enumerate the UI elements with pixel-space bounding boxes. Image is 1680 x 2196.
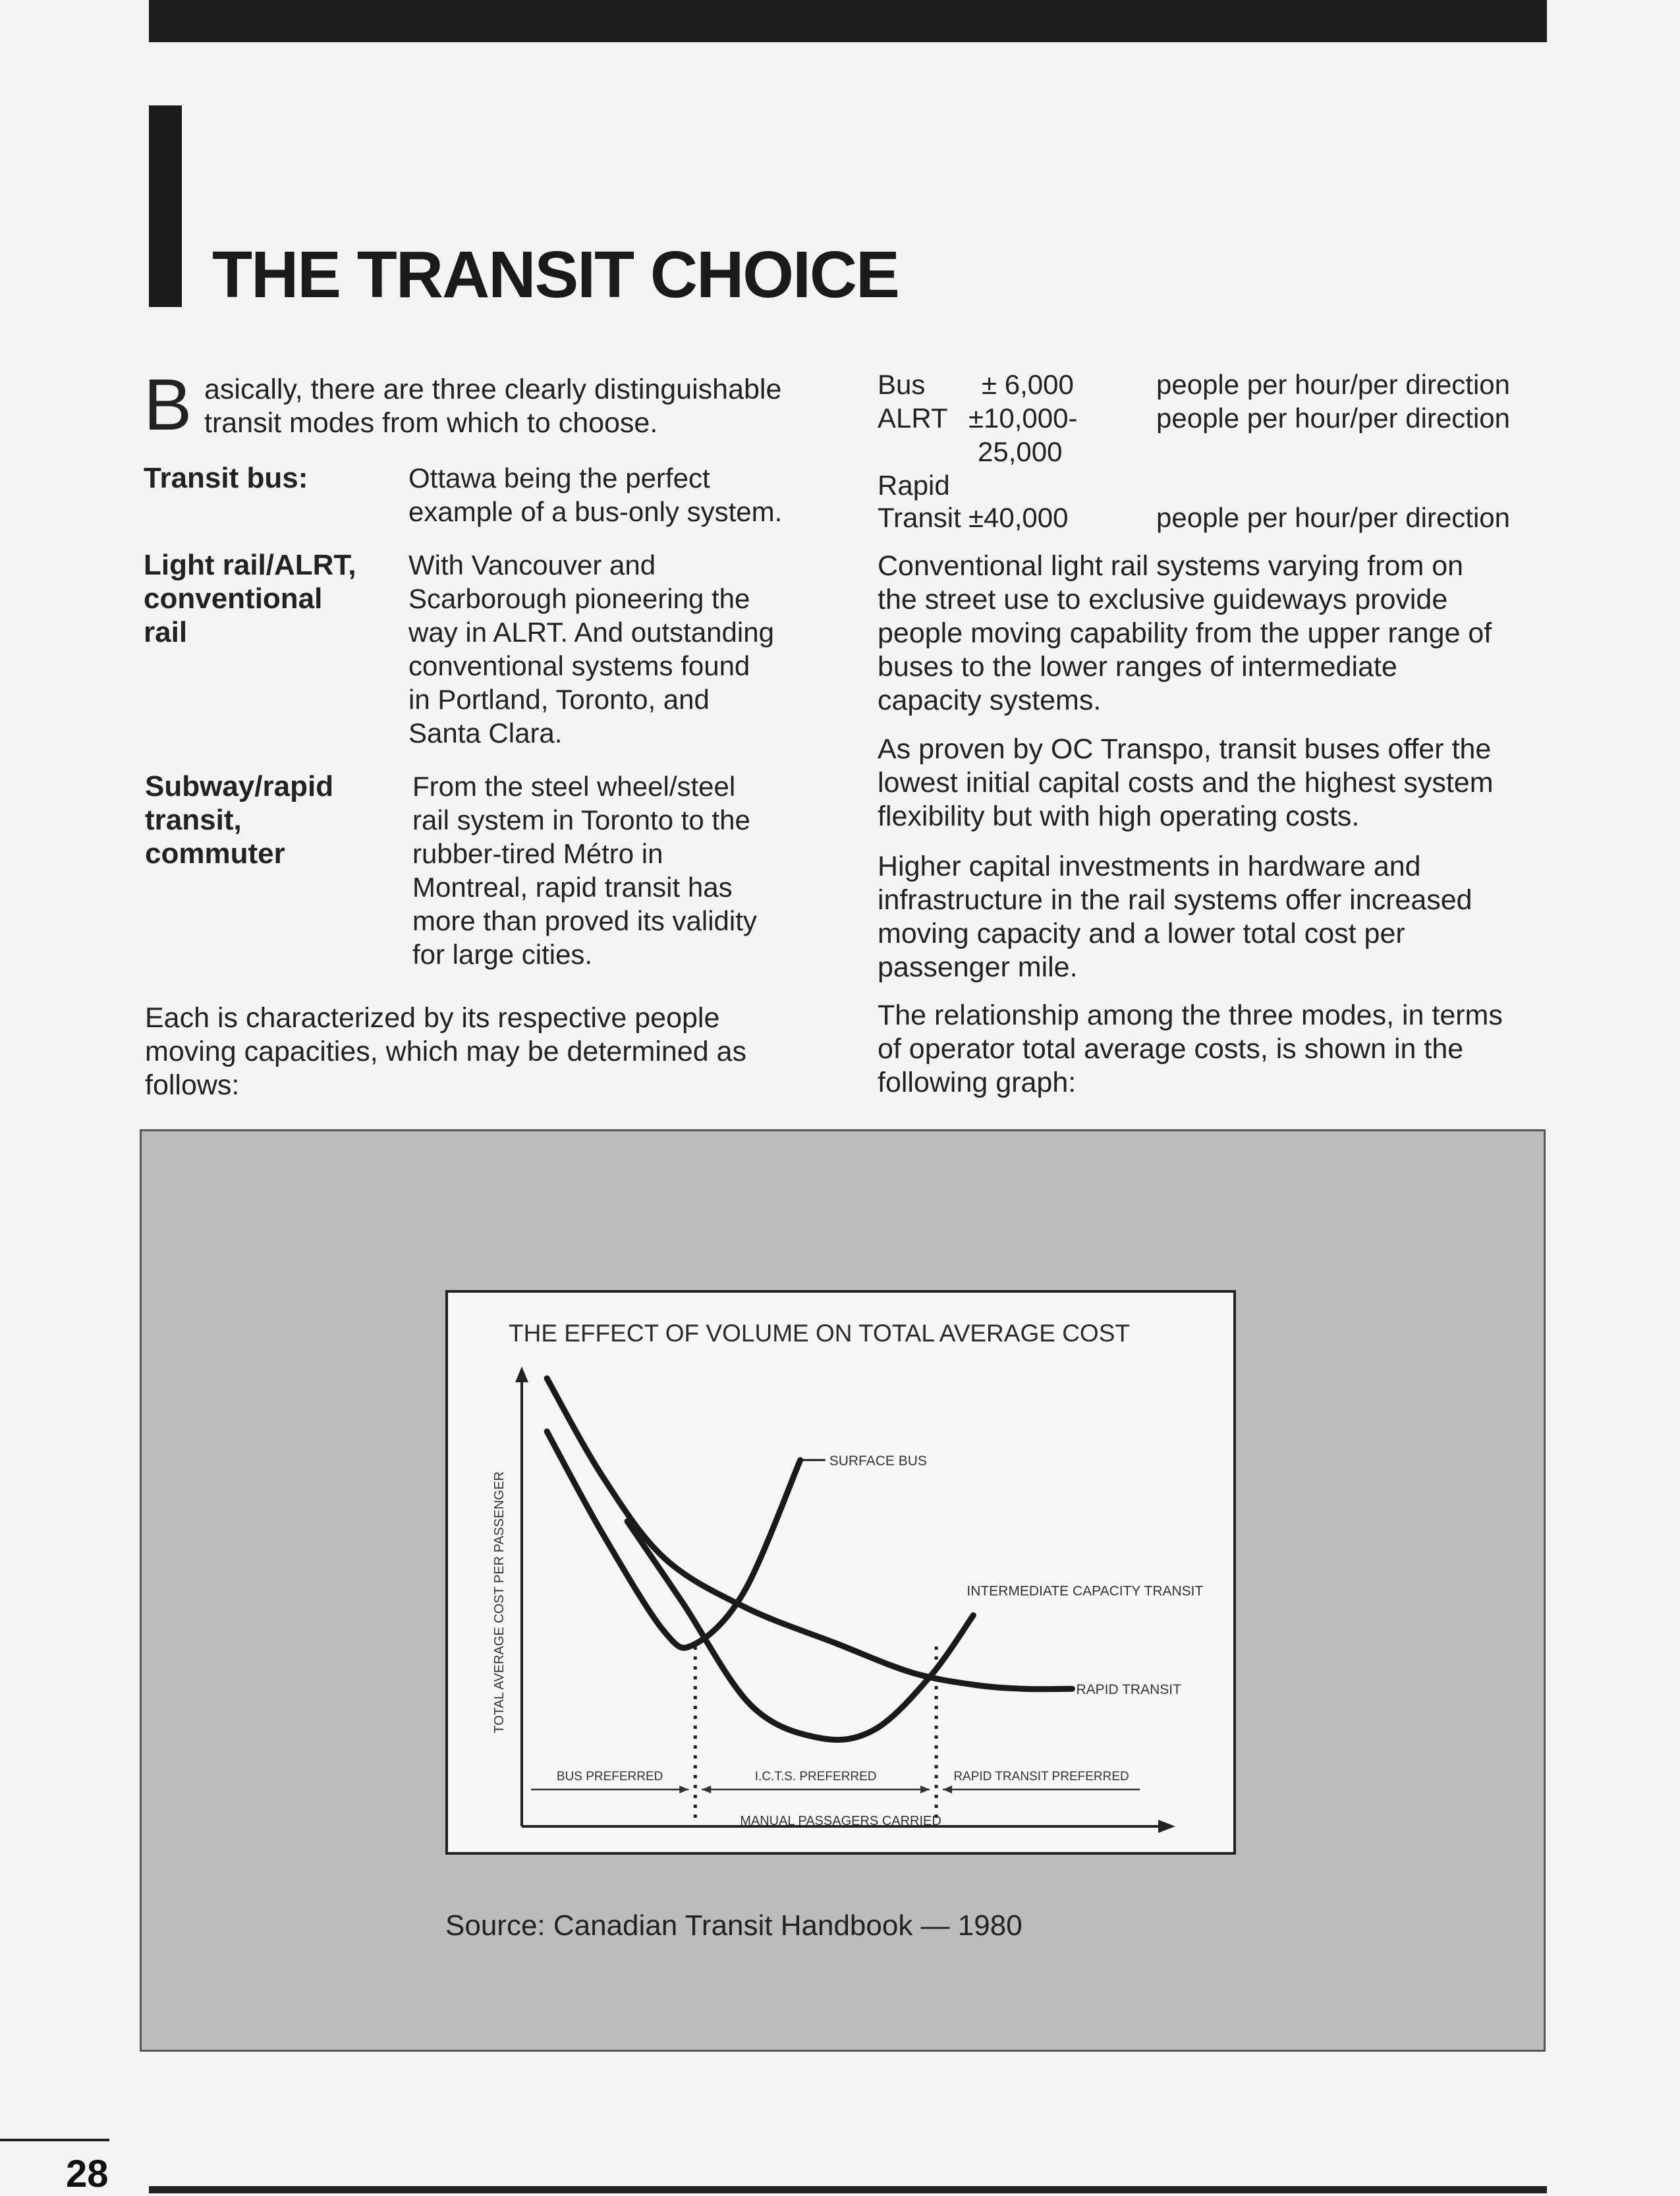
footer-rule: [0, 2139, 109, 2141]
text-line: buses to the lower ranges of intermediate: [878, 651, 1397, 683]
series-line: [547, 1378, 1072, 1689]
desc-line: for large cities.: [412, 939, 593, 970]
capacity-value-alrt: ±10,000-: [968, 403, 1078, 434]
text-line: passenger mile.: [878, 951, 1078, 983]
desc-line: more than proved its validity: [412, 905, 757, 936]
region-arrow-left: [702, 1786, 711, 1793]
text-line: As proven by OC Transpo, transit buses offer the: [878, 733, 1492, 765]
paragraph-capital-investment: [878, 850, 1622, 984]
region-label: I.C.T.S. PREFERRED: [754, 1770, 877, 1784]
term-line: Subway/rapid: [145, 770, 334, 802]
desc-line: way in ALRT. And outstanding: [408, 617, 774, 648]
chart-title: THE EFFECT OF VOLUME ON TOTAL AVERAGE COST: [509, 1320, 1130, 1347]
capacity-unit-bus: people per hour/per direction: [1156, 369, 1511, 400]
term-line: conventional: [144, 582, 323, 615]
x-axis-arrowhead: [1158, 1820, 1175, 1833]
text-line: capacity systems.: [878, 685, 1102, 716]
text-line: moving capacities, which may be determined as: [145, 1036, 746, 1067]
bottom-rule: [149, 2186, 1547, 2193]
text-line: following graph:: [878, 1067, 1077, 1098]
desc-line: With Vancouver and: [408, 549, 656, 580]
region-arrow-left: [943, 1786, 952, 1793]
mode-term-transit-bus: [144, 461, 308, 495]
text-line: The relationship among the three modes, in terms: [878, 999, 1503, 1031]
term-line: Light rail/ALRT,: [144, 549, 356, 581]
capacity-mode-bus: Bus: [878, 369, 926, 400]
desc-line: Santa Clara.: [408, 718, 563, 748]
intro-line-1: asically, there are three clearly distinguishable: [204, 374, 782, 405]
capacity-value-bus: ± 6,000: [982, 369, 1074, 400]
text-line: people moving capability from the upper range of: [878, 617, 1492, 649]
series-label: RAPID TRANSIT: [1076, 1682, 1181, 1698]
mode-desc-transit-bus: [408, 461, 782, 528]
term-line: Transit bus:: [144, 462, 308, 494]
desc-line: Scarborough pioneering the: [408, 583, 750, 614]
chart-x-axis-label: MANUAL PASSAGERS CARRIED: [740, 1814, 941, 1828]
capacity-mode-rapid-2: Transit: [878, 502, 961, 533]
text-line: infrastructure in the rail systems offer increased: [878, 884, 1472, 916]
capacity-mode-alrt: ALRT: [878, 403, 948, 434]
desc-line: rail system in Toronto to the: [412, 804, 750, 835]
page-title: THE TRANSIT CHOICE: [212, 238, 899, 312]
desc-line: Ottawa being the perfect: [408, 463, 710, 493]
capacity-value-rapid: ±40,000: [968, 502, 1069, 533]
mode-term-light-rail: [144, 548, 356, 649]
text-line: Higher capital investments in hardware and: [878, 851, 1421, 882]
region-label: BUS PREFERRED: [556, 1770, 663, 1784]
chart-frame: [445, 1290, 1236, 1855]
chart-regions: [531, 1647, 1140, 1824]
capacity-value-alrt-upper: 25,000: [978, 436, 1063, 467]
capacity-unit-alrt: people per hour/per direction: [1156, 403, 1511, 434]
region-label: RAPID TRANSIT PREFERRED: [953, 1770, 1129, 1784]
region-arrow-right: [920, 1786, 930, 1793]
term-line: commuter: [145, 837, 285, 870]
text-line: Conventional light rail systems varying from on: [878, 550, 1464, 582]
characterized-paragraph: [145, 1001, 746, 1102]
cost-volume-chart: [448, 1293, 1233, 1852]
desc-line: conventional systems found: [408, 650, 750, 681]
series-label: SURFACE BUS: [829, 1453, 927, 1469]
desc-line: rubber-tired Métro in: [412, 838, 663, 869]
intro-line-2: transit modes from which to choose.: [204, 407, 658, 439]
paragraph-oc-transpo: [878, 733, 1622, 833]
mode-term-subway: [145, 770, 333, 870]
term-line: rail: [144, 616, 188, 648]
chart-series: [547, 1378, 1203, 1740]
chart-y-axis-label: TOTAL AVERAGE COST PER PASSENGER: [492, 1471, 507, 1733]
paragraph-relationship: [878, 999, 1622, 1100]
region-arrow-right: [679, 1786, 688, 1793]
text-line: Each is characterized by its respective people: [145, 1002, 720, 1034]
desc-line: From the steel wheel/steel: [412, 771, 736, 802]
y-axis-arrowhead: [515, 1366, 528, 1382]
chart-axes: [515, 1366, 1175, 1833]
series-label: INTERMEDIATE CAPACITY TRANSIT: [966, 1583, 1204, 1599]
text-line: flexibility but with high operating costs.: [878, 801, 1360, 832]
figure-source: Source: Canadian Transit Handbook — 1980: [445, 1909, 1022, 1942]
paragraph-conventional-rail: [878, 549, 1622, 718]
top-rule: [149, 0, 1547, 42]
mode-desc-subway: [412, 770, 757, 971]
text-line: of operator total average costs, is shown in the: [878, 1033, 1464, 1065]
desc-line: Montreal, rapid transit has: [412, 872, 733, 903]
text-line: moving capacity and a lower total cost per: [878, 918, 1405, 949]
page-number: 28: [66, 2153, 109, 2195]
title-accent-bar: [149, 105, 182, 307]
text-line: follows:: [145, 1069, 240, 1101]
mode-desc-light-rail: [408, 548, 774, 750]
term-line: transit,: [145, 804, 242, 836]
text-line: lowest initial capital costs and the highest system: [878, 767, 1494, 799]
text-line: the street use to exclusive guideways provide: [878, 584, 1448, 615]
desc-line: in Portland, Toronto, and: [408, 684, 710, 715]
capacity-mode-rapid: Rapid: [878, 470, 950, 501]
desc-line: example of a bus-only system.: [408, 496, 783, 527]
drop-cap: B: [144, 364, 192, 445]
capacity-unit-rapid: people per hour/per direction: [1156, 502, 1511, 533]
